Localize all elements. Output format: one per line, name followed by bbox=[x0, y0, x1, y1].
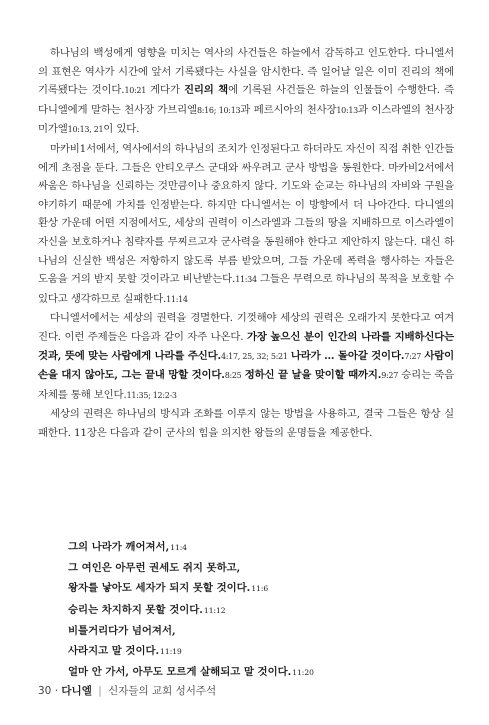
scripture-reference: 10:13 bbox=[336, 105, 358, 115]
poem-line-text: 그 여인은 아무런 권세도 쥐지 못하고, bbox=[68, 562, 241, 575]
poem-line bbox=[68, 600, 448, 621]
scripture-reference: 4:17, 25, 32; 5:21 bbox=[221, 351, 288, 361]
text-run: 과 페르시아의 천사장 bbox=[240, 103, 337, 116]
poem-line-text: 비틀거리다가 넘어져서, bbox=[68, 624, 176, 637]
paragraph bbox=[38, 309, 454, 405]
poem-line-text: 왕자를 낳아도 세자가 되지 못할 것이다. bbox=[68, 582, 251, 595]
book-title: 다니엘 bbox=[61, 685, 92, 697]
scripture-reference: 11:34 bbox=[235, 275, 257, 285]
scripture-reference: 8:25 bbox=[224, 371, 242, 381]
scripture-reference: 11:6 bbox=[251, 584, 269, 594]
footer-dot: · bbox=[54, 685, 59, 697]
poem-line bbox=[68, 662, 448, 683]
text-run: 게다가 bbox=[146, 84, 185, 97]
emphasized-quote: 가장 높으신 분이 인간의 나라를 지배하신다는 것과, 뜻에 맞는 사람에게 나라를 주신다. bbox=[38, 330, 454, 362]
poem-line bbox=[68, 537, 448, 558]
paragraph bbox=[38, 405, 454, 442]
emphasized-quote: 정하신 끝 날을 맞이할 때까지. bbox=[244, 369, 382, 382]
poem-quotation bbox=[68, 537, 448, 683]
scripture-reference: 11:20 bbox=[292, 668, 314, 678]
page-footer bbox=[38, 683, 458, 698]
footer-bar: | bbox=[98, 685, 102, 697]
paragraph bbox=[38, 44, 454, 140]
poem-line-text: 승리는 차지하지 못할 것이다. bbox=[68, 603, 203, 616]
scripture-reference: 11:4 bbox=[170, 543, 188, 552]
scripture-reference: 7:27 bbox=[404, 351, 422, 361]
scripture-reference: 10:13, 21 bbox=[67, 125, 104, 135]
scripture-reference: 8:16; 10:13 bbox=[196, 105, 241, 115]
text-run: 이 있다. bbox=[103, 123, 140, 136]
body-text bbox=[38, 44, 454, 442]
text-run: 과 이스라엘의 천사장 미가엘 bbox=[38, 103, 455, 136]
poem-line bbox=[68, 558, 448, 578]
paragraph bbox=[38, 140, 454, 309]
text-run: 세상의 권력은 하나님의 방식과 조화를 이루지 않는 방법을 사용하고, 결국 그들은 항상 실패한다. 11장은 다음과 같이 군사의 힘을 의지한 왕들의 운명들을 제공한다. bbox=[38, 408, 454, 439]
poem-line bbox=[68, 578, 448, 599]
poem-line-text: 그의 나라가 깨어져서, bbox=[68, 541, 170, 553]
poem-line bbox=[68, 641, 448, 662]
scripture-reference: 9:27 bbox=[381, 371, 399, 381]
text-run: 그들은 무력으로 하나님의 목적을 보호할 수 있다고 생각하므로 실패한다. bbox=[38, 273, 454, 305]
poem-line bbox=[68, 621, 448, 641]
text-run: 마카비1서에서, 역사에서의 하나님의 조치가 인정된다고 하더라도 자신이 직접 취한 인간들에게 초점을 둔다. 그들은 안티오쿠스 군대와 싸우려고 군사 방법을 동원한다. 마카비2서에서 싸움은 하나님을 신뢰하는 것만큼이나 중요하지 않다. 기도와 순교는 하나님의 자비와 구원을 야기하기 때문에 가치를 인정받는다. 하지만 다니엘서는 이 방향에서 더 나아간다. 다니엘의 환상 가운데 어떤 지점에서도, 세상의 권력이 이스라엘과 그들의 땅을 지배하므로 이스라엘이 자신을 보호하거나 침략자를 무찌르고자 군사력을 동원해야 한다고 제안하지 않는다. 대신 하나님의 신실한 백성은 저항하지 않도록 부름 받았으며, 그들 가운데 폭력을 행사하는 자들은 도움을 거의 받지 못할 것이라고 비난받는다. bbox=[38, 142, 454, 286]
text-run: 다니엘서에서는 세상의 권력을 경멸한다. 기껏해야 세상의 권력은 오래가지 못한다고 여겨진다. 이런 주제들은 다음과 같이 자주 나온다. bbox=[38, 312, 454, 343]
emphasized-quote: 나라가 … 돌아갈 것이다. bbox=[290, 349, 405, 362]
scripture-reference: 11:14 bbox=[166, 294, 188, 304]
series-title: 신자들의 교회 성서주석 bbox=[108, 685, 217, 697]
poem-line-text: 사라지고 말 것이다. bbox=[68, 645, 160, 658]
scripture-reference: 11:19 bbox=[160, 647, 182, 657]
scripture-reference: 10:21 bbox=[124, 86, 146, 96]
text-run: 에 기록된 사건들은 하늘의 인물들이 수행한다. 즉 다니엘에게 말하는 천사장 가브리엘 bbox=[38, 84, 454, 116]
poem-line-text: 얼마 안 가서, 아무도 모르게 살해되고 말 것이다. bbox=[68, 666, 292, 679]
scripture-reference: 11:35; 12:2-3 bbox=[126, 390, 177, 400]
page-number: 30 bbox=[38, 685, 52, 697]
scripture-reference: 11:12 bbox=[203, 605, 226, 615]
emphasized-quote: 사람이 손을 대지 않아도, 그는 끝내 망할 것이다. bbox=[38, 349, 455, 382]
text-run: 하나님의 백성에게 영향을 미치는 역사의 사건들은 하늘에서 감독하고 인도한다. 다니엘서의 표현은 역사가 시간에 앞서 기록됐다는 사실을 암시한다. 즉 일어날 일은 이미 진리의 책에 기록됐다는 것이다. bbox=[38, 47, 454, 97]
emphasized-quote: 진리의 책 bbox=[184, 84, 229, 97]
text-run: 승리는 죽음 자체를 통해 보인다. bbox=[38, 369, 455, 401]
